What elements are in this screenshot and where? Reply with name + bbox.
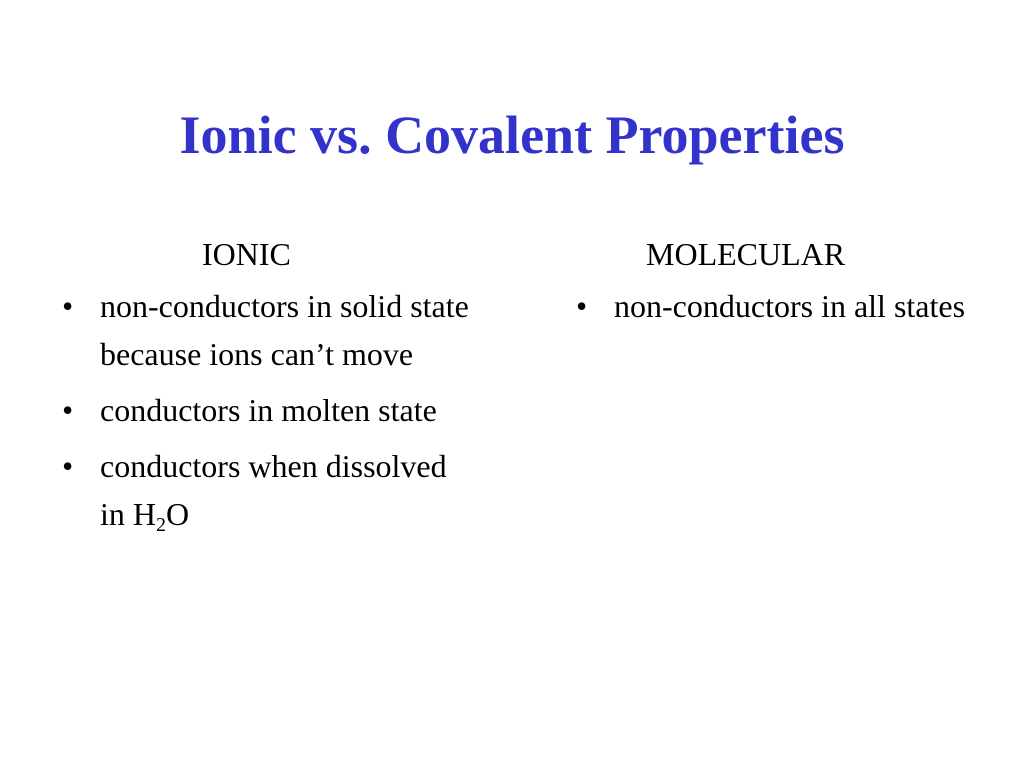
molecular-column (566, 232, 976, 338)
list-item (52, 282, 472, 378)
subscript-text: 2 (156, 514, 166, 536)
slide-title: Ionic vs. Covalent Properties (179, 105, 845, 165)
list-item (52, 386, 472, 434)
list-item (566, 282, 976, 330)
bullet-text-suffix: O (166, 496, 190, 532)
molecular-heading: MOLECULAR (646, 236, 846, 272)
bullet-icon: • (62, 288, 74, 324)
bullet-text: non-conductors in solid state because ions can’t move (100, 288, 469, 372)
molecular-bullet-list (566, 282, 976, 330)
list-item (52, 442, 472, 538)
ionic-heading: IONIC (202, 236, 291, 272)
bullet-icon: • (576, 288, 588, 324)
ionic-bullet-list (52, 282, 472, 538)
bullet-icon: • (62, 448, 74, 484)
bullet-text: conductors in molten state (100, 392, 437, 428)
ionic-column (52, 232, 472, 546)
bullet-icon: • (62, 392, 74, 428)
bullet-text: conductors when dissolved in H (100, 448, 447, 532)
bullet-text: non-conductors in all states (614, 288, 966, 324)
